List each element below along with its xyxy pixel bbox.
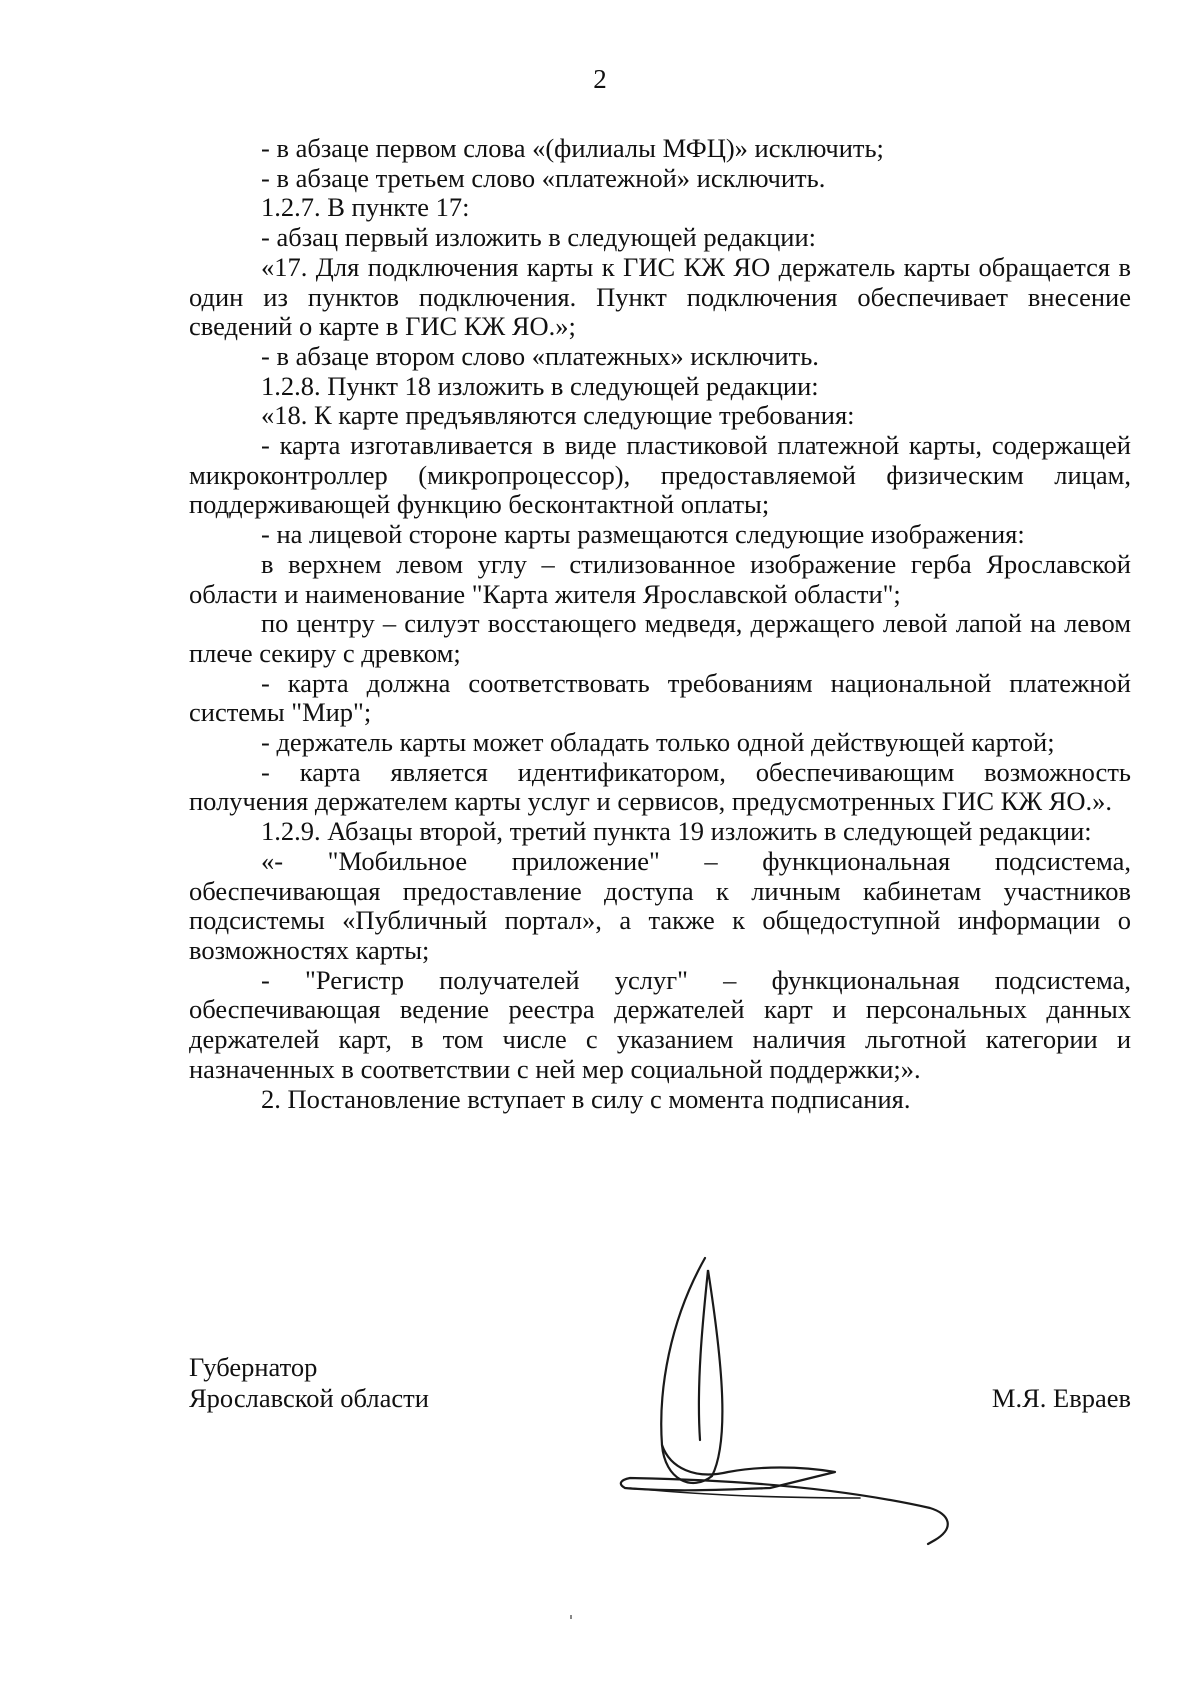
paragraph: - карта является идентификатором, обеспечивающим возможность получения держателем карты услуг и сервисов, предусмотренных ГИС КЖ ЯО.».: [189, 756, 1131, 817]
paragraph: - на лицевой стороне карты размещаются следующие изображения:: [261, 519, 1025, 550]
signer-position-line: Губернатор: [189, 1352, 318, 1382]
document-body: [189, 134, 1131, 1114]
signer-position-line: Ярославской области: [189, 1383, 429, 1413]
paragraph: - "Регистр получателей услуг" – функциональная подсистема, обеспечивающая ведение реестра держателей карт и персональных данных держателей карт, в том числе с указанием наличия льготной категории и назначенных в соответствии с ней мер социальной поддержки;».: [189, 964, 1131, 1084]
scan-speck: [570, 1615, 572, 1619]
paragraph: 1.2.9. Абзацы второй, третий пункта 19 изложить в следующей редакции:: [261, 816, 1092, 847]
paragraph: - в абзаце третьем слово «платежной» исключить.: [261, 162, 826, 193]
paragraph: - в абзаце втором слово «платежных» исключить.: [261, 340, 819, 371]
paragraph: «- "Мобильное приложение" – функциональная подсистема, обеспечивающая предоставление доступа к личным кабинетам участников подсистемы «Публичный портал», а также к общедоступной информации о возможностях карты;: [189, 845, 1131, 965]
paragraph: - карта изготавливается в виде пластиковой платежной карты, содержащей микроконтроллер (микропроцессор), предоставляемой физическим лицам, поддерживающей функцию бесконтактной оплаты;: [189, 430, 1131, 520]
paragraph: 1.2.8. Пункт 18 изложить в следующей редакции:: [261, 370, 819, 401]
page-number: 2: [593, 64, 607, 94]
paragraph: - держатель карты может обладать только одной действующей картой;: [261, 727, 1055, 758]
paragraph: «17. Для подключения карты к ГИС КЖ ЯО держатель карты обращается в один из пунктов подключения. Пункт подключения обеспечивает внесение сведений о карте в ГИС КЖ ЯО.»;: [189, 251, 1131, 342]
paragraph: в верхнем левом углу – стилизованное изображение герба Ярославской области и наименование "Карта жителя Ярославской области";: [189, 548, 1131, 609]
paragraph: - в абзаце первом слова «(филиалы МФЦ)» исключить;: [261, 133, 884, 163]
handwritten-signature: [600, 1240, 1040, 1570]
paragraph: «18. К карте предъявляются следующие требования:: [261, 400, 855, 431]
signer-name: М.Я. Евраев: [991, 1383, 1131, 1413]
paragraph: - абзац первый изложить в следующей редакции:: [261, 222, 817, 253]
paragraph: по центру – силуэт восстающего медведя, держащего левой лапой на левом плече секиру с древком;: [189, 608, 1131, 668]
paragraph: 1.2.7. В пункте 17:: [261, 192, 470, 223]
paragraph: 2. Постановление вступает в силу с момента подписания.: [261, 1083, 911, 1114]
paragraph: - карта должна соответствовать требованиям национальной платежной системы "Мир";: [189, 667, 1131, 728]
